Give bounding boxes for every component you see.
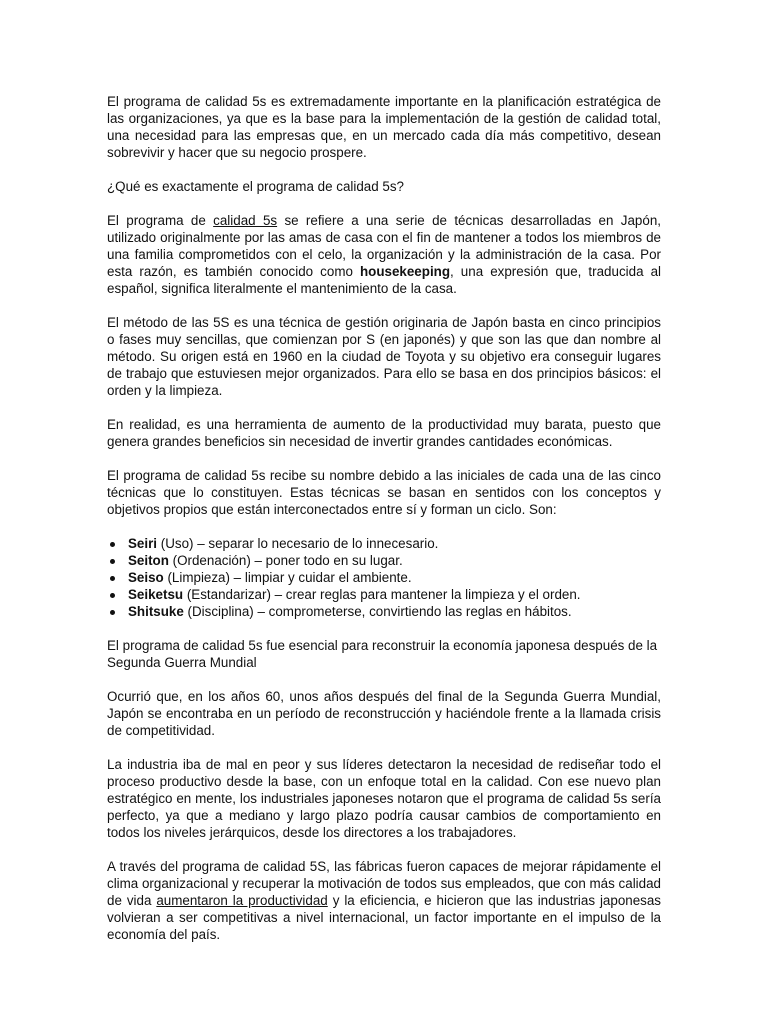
techniques-list (107, 535, 661, 620)
industry-paragraph: La industria iba de mal en peor y sus líderes detectaron la necesidad de rediseñar todo el proceso productivo desde la base, con un enfoque total en la calidad. Con ese nuevo plan estratégico en mente, los industriales japoneses notaron que el programa de calidad 5s sería perfecto, ya que a mediano y largo plazo podría causar cambios de comportamiento en todos los niveles jerárquicos, desde los directores a los trabajadores. (107, 757, 661, 840)
results-text-start: A través del programa de calidad 5S, las fábricas fueron capaces de mejorar rápidamente el clima organizacional y recuperar la motivación de todos sus empleados, que con más calidad de vida (107, 859, 661, 908)
definition-text-end: , una expresión que, traducida al español, significa literalmente el mantenimiento de la casa. (107, 264, 661, 296)
housekeeping-term: housekeeping (359, 264, 451, 279)
question-heading: ¿Qué es exactamente el programa de calidad 5s? (107, 179, 404, 194)
document-page (107, 93, 661, 960)
definition-text-middle: se refiere a una serie de técnicas desarrolladas en Japón, utilizado originalmente por las amas de casa con el fin de mantener a todos los miembros de una familia comprometidos con el celo, la organización y la administración de la casa. Por esta razón, es también conocido como (107, 213, 661, 279)
reconstruction-paragraph: El programa de calidad 5s fue esencial para reconstruir la economía japonesa después de la Segunda Guerra Mundial (107, 638, 658, 670)
technique-term: Shitsuke (128, 604, 184, 619)
results-paragraph (107, 858, 661, 943)
name-origin-paragraph: El programa de calidad 5s recibe su nombre debido a las iniciales de cada una de las cinco técnicas que lo constituyen. Estas técnicas se basan en sentidos con los conceptos y objetivos propios que están interconectados entre sí y forman un ciclo. Son: (107, 468, 661, 517)
results-text-end: y la eficiencia, e hicieron que las industrias japonesas volvieran a ser competitivas a nivel internacional, un factor importante en el impulso de la economía del país. (107, 893, 662, 942)
bullet-icon (110, 593, 115, 598)
aumentaron-productividad-link[interactable]: aumentaron la productividad (156, 893, 328, 908)
technique-description: (Disciplina) – comprometerse, convirtiendo las reglas en hábitos. (183, 604, 572, 619)
technique-term: Seiton (128, 553, 169, 568)
bullet-icon (110, 610, 115, 615)
bullet-icon (110, 559, 115, 564)
method-paragraph: El método de las 5S es una técnica de gestión originaria de Japón basta en cinco principios o fases muy sencillas, que comienzan por S (en japonés) y que son las que dan nombre al método. Su origen está en 1960 en la ciudad de Toyota y su objetivo era conseguir lugares de trabajo que estuviesen mejor organizados. Para ello se basa en dos principios básicos: el orden y la limpieza. (107, 315, 661, 398)
list-item (128, 552, 661, 569)
history-paragraph: Ocurrió que, en los años 60, unos años después del final de la Segunda Guerra Mundial, Japón se encontraba en un período de reconstrucción y haciéndole frente a la llamada crisis de competitividad. (107, 689, 661, 738)
bullet-icon (110, 542, 115, 547)
technique-term: Seiso (128, 570, 164, 585)
technique-description: (Uso) – separar lo necesario de lo innecesario. (157, 536, 439, 551)
technique-term: Seiketsu (128, 587, 184, 602)
list-item (128, 586, 661, 603)
productivity-paragraph: En realidad, es una herramienta de aumento de la productividad muy barata, puesto que genera grandes beneficios sin necesidad de invertir grandes cantidades económicas. (107, 417, 661, 449)
technique-description: (Ordenación) – poner todo en su lugar. (168, 553, 403, 568)
bullet-icon (110, 576, 115, 581)
intro-paragraph: El programa de calidad 5s es extremadamente importante en la planificación estratégica de las organizaciones, ya que es la base para la implementación de la gestión de calidad total, una necesidad para las empresas que, en un mercado cada día más competitivo, desean sobrevivir y hacer que su negocio prospere. (107, 94, 661, 160)
list-item (128, 603, 661, 620)
calidad-5s-link[interactable]: calidad 5s (213, 213, 278, 228)
definition-paragraph (107, 212, 661, 297)
list-item (128, 569, 661, 586)
technique-description: (Estandarizar) – crear reglas para mantener la limpieza y el orden. (183, 587, 581, 602)
list-item (128, 535, 661, 552)
technique-description: (Limpieza) – limpiar y cuidar el ambiente. (163, 570, 412, 585)
definition-text-start: El programa de (107, 213, 214, 228)
technique-term: Seiri (128, 536, 158, 551)
